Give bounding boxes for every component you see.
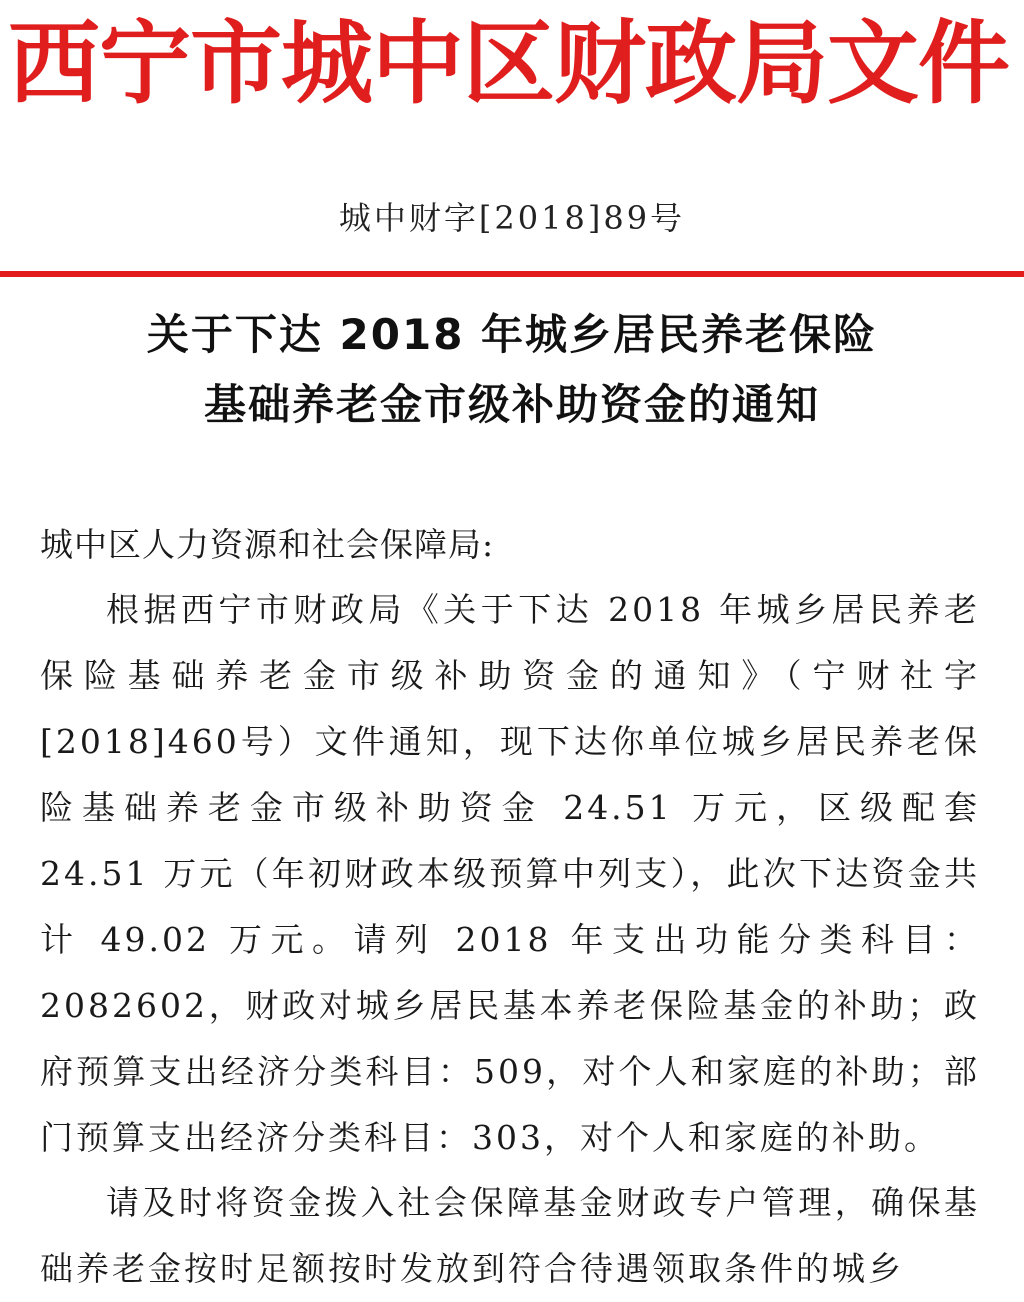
body-paragraph-2: 请及时将资金拨入社会保障基金财政专户管理，确保基础养老金按时足额按时发放到符合待遇领取条件的城乡 [40, 1183, 980, 1288]
notice-title-line-1: 关于下达 2018 年城乡居民养老保险 [146, 310, 878, 359]
notice-title-line-2: 基础养老金市级补助资金的通知 [203, 380, 820, 429]
masthead-title: 西宁市城中区财政局文件 [8, 10, 1010, 116]
recipient-salutation: 城中区人力资源和社会保障局: [40, 525, 495, 564]
body-paragraph-1: 根据西宁市财政局《关于下达 2018 年城乡居民养老保险基础养老金市级补助资金的通知》（宁财社字[2018]460号）文件通知，现下达你单位城乡居民养老保险基础养老金市级补助资金 24.51 万元，区级配套 24.51 万元（年初财政本级预算中列支），此次下达资金共计 49.02 万元。请列 2018 年支出功能分类科目：2082602，财政对城乡居民基本养老保险基金的补助；政府预算支出经济分类科目：509，对个人和家庭的补助；部门预算支出经济分类科目：303，对个人和家庭的补助。 [40, 590, 980, 1157]
red-divider-line [0, 271, 1024, 277]
masthead [0, 2, 1024, 122]
document-number: 城中财字[2018]89号 [338, 199, 686, 237]
